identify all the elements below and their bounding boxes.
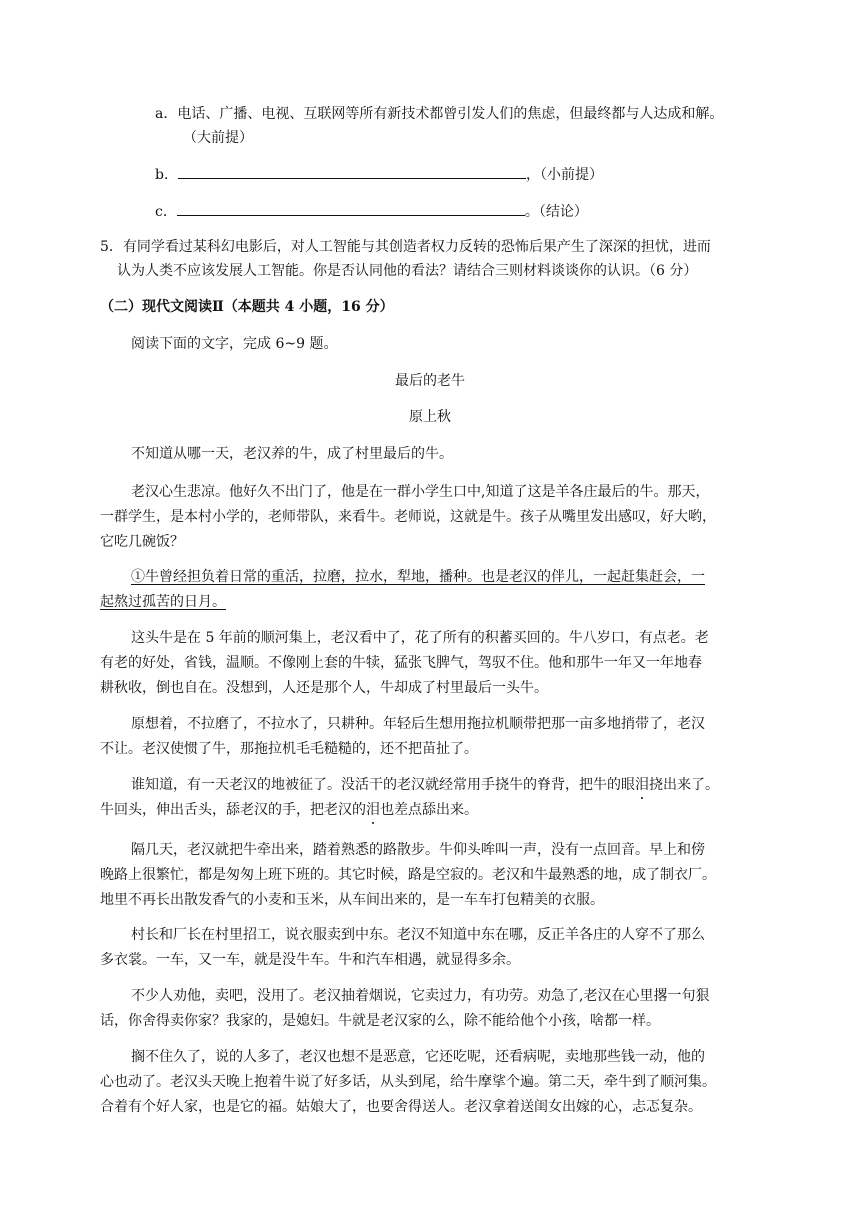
question-5-line-1: 5．有同学看过某科幻电影后，对人工智能与其创造者权力反转的恐怖后果产生了深深的担忧，进而: [100, 239, 711, 255]
reading-instruction: 阅读下面的文字，完成 6~9 题。: [131, 336, 338, 352]
paragraph-9-line-2: 话，你舍得卖你家？我家的，是媳妇。牛就是老汉家的么，除不能给他个小孩，啥都一样。: [100, 1013, 660, 1029]
paragraph-10-line-2: 心也动了。老汉头天晚上抱着牛说了好多话，从头到尾，给牛摩挲个遍。第二天，牵牛到了顺河集。: [100, 1074, 716, 1090]
option-b: [155, 164, 603, 185]
section-heading: （二）现代文阅读Ⅱ（本题共 4 小题，16 分）: [100, 299, 394, 315]
emphasis-mark-tear: 泪: [635, 777, 649, 793]
paragraph-5-line-2: 不让。老汉使惯了牛，那拖拉机毛毛糙糙的，还不把苗扯了。: [100, 741, 478, 757]
paragraph-2-line-2: 一群学生，是本村小学的，老师带队，来看牛。老师说，这就是牛。孩子从嘴里发出感叹，好大哟，: [100, 509, 716, 525]
paragraph-2-line-3: 它吃几碗饭？: [100, 534, 184, 550]
paragraph-7-line-3: 地里不再长出散发香气的小麦和玉米，从车间出来的，是一车车打包精美的衣服。: [100, 892, 604, 908]
paragraph-10-line-3: 合着有个好人家，也是它的福。姑娘大了，也要舍得送人。老汉拿着送闺女出嫁的心，忐忑复杂。: [100, 1099, 702, 1115]
paragraph-8-line-2: 多衣裳。一车，又一车，就是没牛车。牛和汽车相遇，就显得多余。: [100, 952, 520, 968]
paragraph-4-line-1: 这头牛是在 5 年前的顺河集上，老汉看中了，花了所有的积蓄买回的。牛八岁口，有点老。老: [131, 630, 709, 646]
paragraph-4-line-3: 耕秋收，倒也自在。没想到，人还是那个人，牛却成了村里最后一头牛。: [100, 680, 548, 696]
option-c: [155, 201, 588, 222]
option-c-blank[interactable]: [177, 201, 525, 216]
paragraph-7-line-1: 隔几天，老汉就把牛牵出来，踏着熟悉的路散步。牛仰头哞叫一声，没有一点回音。早上和傍: [131, 842, 705, 858]
paragraph-6-line-1: [131, 775, 719, 795]
option-a-line-1: a．电话、广播、电视、互联网等所有新技术都曾引发人们的焦虑，但最终都与人达成和解。: [155, 106, 724, 122]
paragraph-10-line-1: 搁不住久了，说的人多了，老汉也想不是恶意，它还吃呢，还看病呢，卖地那些钱一动，他的: [131, 1049, 705, 1065]
paragraph-6-line-2: [100, 800, 478, 820]
paragraph-9-line-1: 不少人劝他，卖吧，没用了。老汉抽着烟说，它卖过力，有功劳。劝急了,老汉在心里撂一句狠: [131, 988, 710, 1004]
paragraph-3-line-1: ①牛曾经担负着日常的重活，拉磨，拉水，犁地，播种。也是老汉的伴儿，一起赶集赶会，一: [131, 569, 705, 585]
emphasis-mark-tear: 泪: [366, 802, 380, 818]
paragraph-2-line-1: 老汉心生悲凉。他好久不出门了，他是在一群小学生口中,知道了这是羊各庄最后的牛。那天，: [131, 484, 710, 500]
option-c-suffix: 。（结论）: [524, 204, 588, 220]
paragraph-6-text: 谁知道，有一天老汉的地被征了。没活干的老汉就经常用手挠牛的脊背，把牛的眼: [131, 777, 635, 793]
option-b-suffix: ，（小前提）: [525, 167, 603, 183]
paragraph-6-text: 挠出来了。: [649, 777, 719, 793]
question-5-line-2: 认为人类不应该发展人工智能。你是否认同他的看法？请结合三则材料谈谈你的认识。（6 分）: [117, 263, 698, 279]
option-b-label: b．: [155, 167, 178, 183]
paragraph-3-line-2: 起熬过孤苦的日月。: [100, 594, 226, 610]
option-b-blank[interactable]: [178, 164, 526, 179]
option-a-line-2: （大前提）: [183, 130, 253, 146]
paragraph-1: 不知道从哪一天，老汉养的牛，成了村里最后的牛。: [131, 446, 453, 462]
article-title: 最后的老牛: [395, 373, 465, 389]
paragraph-6-text: 牛回头，伸出舌头，舔老汉的手，把老汉的: [100, 802, 366, 818]
paragraph-5-line-1: 原想着，不拉磨了，不拉水了，只耕种。年轻后生想用拖拉机顺带把那一亩多地捎带了，老汉: [131, 716, 705, 732]
article-author: 原上秋: [409, 409, 451, 425]
paragraph-8-line-1: 村长和厂长在村里招工，说衣服卖到中东。老汉不知道中东在哪，反正羊各庄的人穿不了那么: [131, 927, 705, 943]
paragraph-4-line-2: 有老的好处，省钱，温顺。不像刚上套的牛犊，猛张飞脾气，驾驭不住。他和那牛一年又一年地春: [100, 655, 702, 671]
paragraph-7-line-2: 晚路上很繁忙，都是匆匆上班下班的。其它时候，路是空寂的。老汉和牛最熟悉的地，成了制衣厂。: [100, 867, 716, 883]
paragraph-6-text: 也差点舔出来。: [380, 802, 478, 818]
option-c-label: c．: [155, 204, 177, 220]
